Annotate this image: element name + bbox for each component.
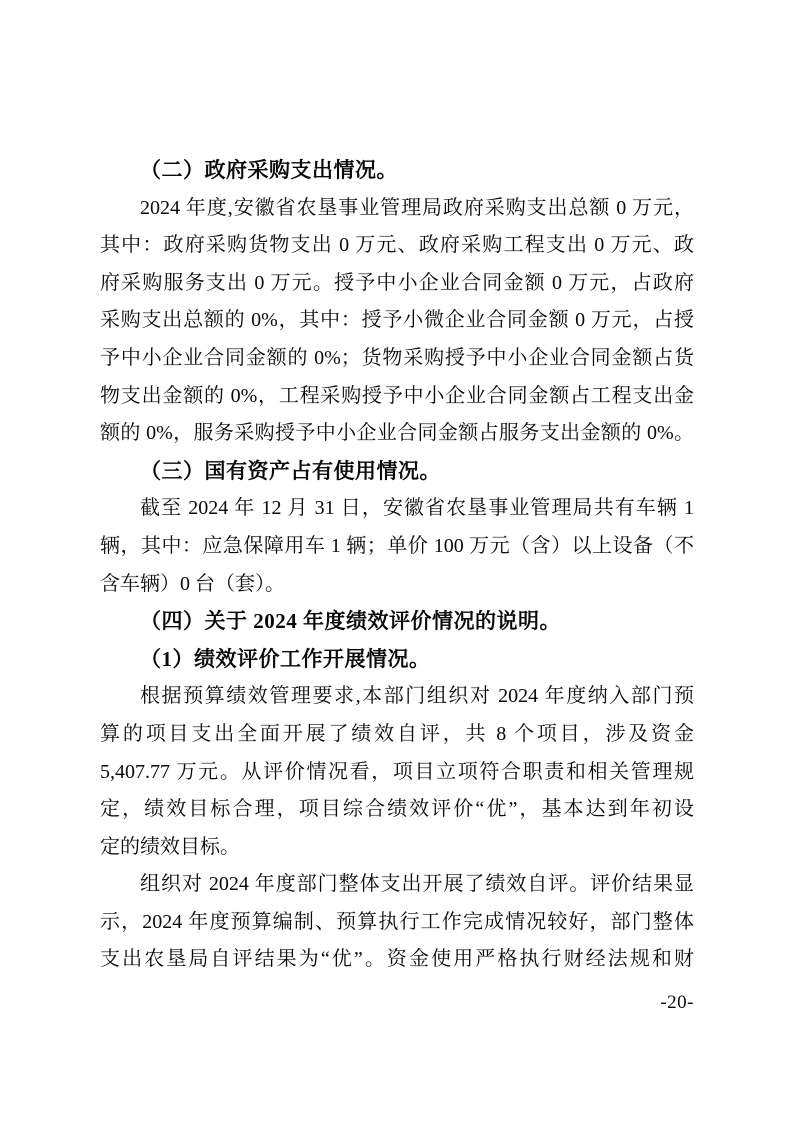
section-heading: （三）国有资产占有使用情况。 <box>140 458 441 483</box>
text-line: 支出农垦局自评结果为“优”。资金使用严格执行财经法规和财 <box>100 948 694 971</box>
text-line: 定，绩效目标合理，项目综合绩效评价“优”，基本达到年初设 <box>100 798 694 821</box>
text-line: 算的项目支出全面开展了绩效自评，共 8 个项目，涉及资金 <box>100 722 694 745</box>
text-line: 组织对 2024 年度部门整体支出开展了绩效自评。评价结果显 <box>140 873 694 896</box>
text-line: 府采购服务支出 0 万元。授予中小企业合同金额 0 万元，占政府 <box>100 271 694 294</box>
text-line: 予中小企业合同金额的 0%；货物采购授予中小企业合同金额占货 <box>100 346 694 369</box>
text-line: 采购支出总额的 0%，其中：授予小微企业合同金额 0 万元，占授 <box>100 309 694 332</box>
text-line: 5,407.77 万元。从评价情况看，项目立项符合职责和相关管理规 <box>100 760 694 783</box>
text-line: 其中：政府采购货物支出 0 万元、政府采购工程支出 0 万元、政 <box>100 234 694 257</box>
text-line: 定的绩效目标。 <box>100 835 240 858</box>
text-line: 2024 年度,安徽省农垦事业管理局政府采购支出总额 0 万元， <box>140 196 694 219</box>
document-body <box>100 152 694 979</box>
text-line: 示，2024 年度预算编制、预算执行工作完成情况较好，部门整体 <box>100 910 694 933</box>
text-line: 物支出金额的 0%，工程采购授予中小企业合同金额占工程支出金 <box>100 384 694 407</box>
section-heading: （1）绩效评价工作开展情况。 <box>140 646 431 671</box>
text-line: 辆，其中：应急保障用车 1 辆；单价 100 万元（含）以上设备（不 <box>100 534 694 557</box>
text-line: 根据预算绩效管理要求,本部门组织对 2024 年度纳入部门预 <box>140 685 694 708</box>
section-heading: （四）关于 2024 年度绩效评价情况的说明。 <box>140 609 561 634</box>
text-line: 截至 2024 年 12 月 31 日，安徽省农垦事业管理局共有车辆 1 <box>140 497 694 520</box>
page-number: -20- <box>660 992 694 1013</box>
text-line: 额的 0%，服务采购授予中小企业合同金额占服务支出金额的 0%。 <box>100 422 694 445</box>
text-line: 含车辆）0 台（套）。 <box>100 572 285 595</box>
section-heading: （二）政府采购支出情况。 <box>140 158 398 182</box>
